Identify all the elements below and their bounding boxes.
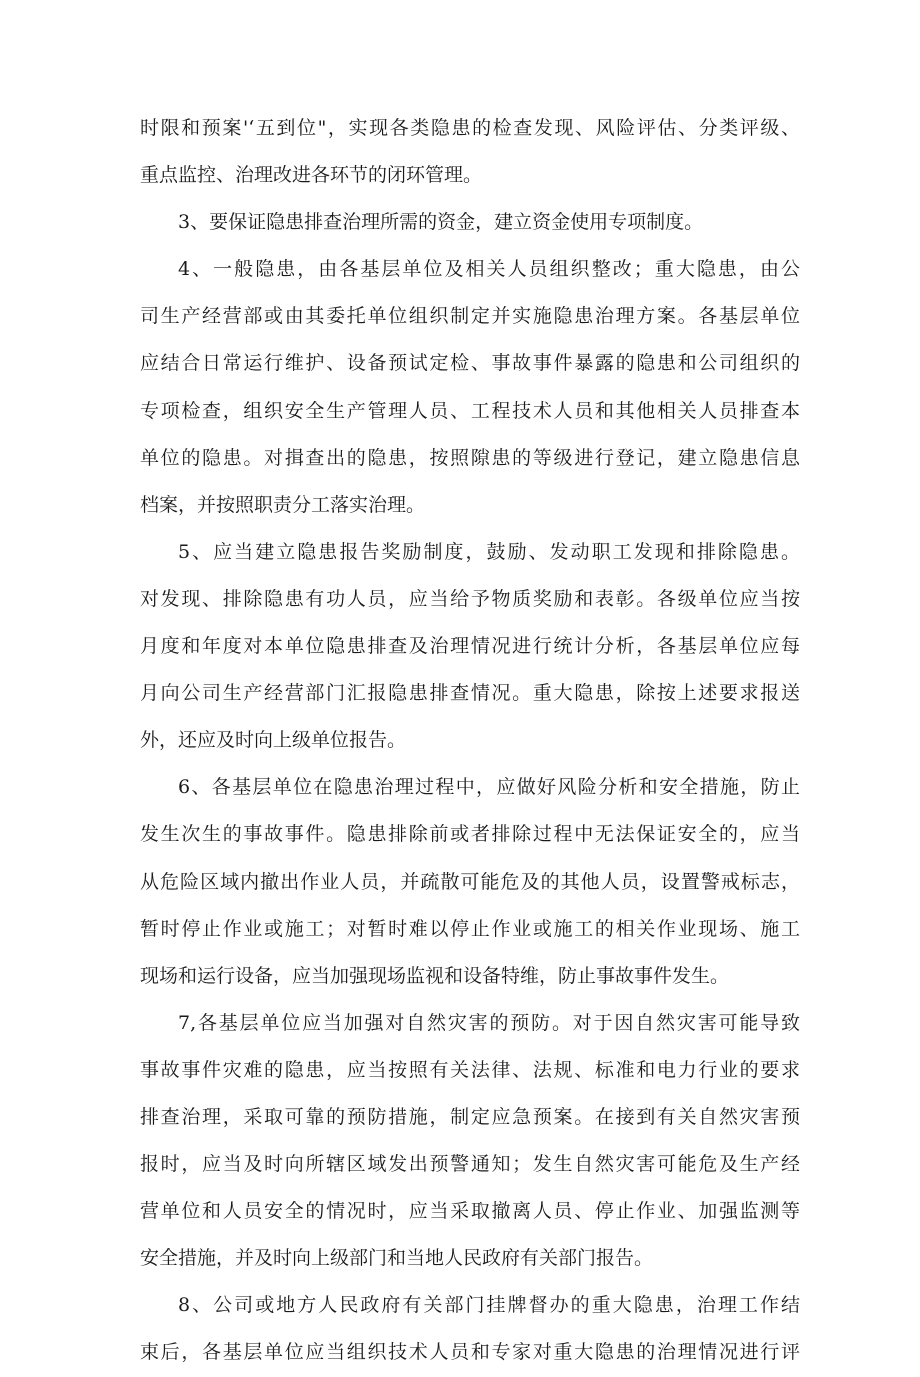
- text-line: 束后，各基层单位应当组织技术人员和专家对重大隐患的治理情况进行评: [140, 1341, 800, 1364]
- text-line: 对发现、排除隐患有功人员，应当给予物质奖励和表彰。各级单位应当按: [140, 587, 800, 610]
- paragraph-first-line: 3、要保证隐患排查治理所需的资金，建立资金使用专项制度。: [178, 211, 704, 234]
- text-line: 发生次生的事故事件。隐患排除前或者排除过程中无法保证安全的，应当: [140, 823, 800, 846]
- text-line: 事故事件灾难的隐患，应当按照有关法律、法规、标准和电力行业的要求: [140, 1058, 800, 1081]
- text-line: 现场和运行设备，应当加强现场监视和设备特维，防止事故事件发生。: [140, 964, 730, 987]
- text-line: 暂时停止作业或施工；对暂时难以停止作业或施工的相关作业现场、施工: [140, 917, 800, 940]
- text-line: 营单位和人员安全的情况时，应当采取撤离人员、停止作业、加强监测等: [140, 1200, 800, 1223]
- text-line: 司生产经营部或由其委托单位组织制定并实施隐患治理方案。各基层单位: [140, 305, 800, 328]
- paragraph-first-line: 7,各基层单位应当加强对自然灾害的预防。对于因自然灾害可能导致: [178, 1011, 800, 1034]
- text-line: 安全措施，并及时向上级部门和当地人民政府有关部门报告。: [140, 1247, 654, 1270]
- text-line: 报时，应当及时向所辖区域发出预警通知；发生自然灾害可能危及生产经: [140, 1153, 800, 1176]
- text-line: 单位的隐患。对揖查出的隐患，按照隙患的等级进行登记，建立隐患信息: [140, 446, 800, 469]
- text-line: 排查治理，采取可靠的预防措施，制定应急预案。在接到有关自然灾害预: [140, 1105, 800, 1128]
- paragraph-first-line: 4、一般隐患，由各基层单位及相关人员组织整改；重大隐患，由公: [178, 258, 800, 281]
- text-line: 月向公司生产经营部门汇报隐患排查情况。重大隐患，除按上述要求报送: [140, 682, 800, 705]
- paragraph-first-line: 6、各基层单位在隐患治理过程中，应做好风险分析和安全措施，防止: [178, 776, 800, 799]
- document-body: [140, 105, 800, 1377]
- text-line: 重点监控、治理改进各环节的闭环管理。: [140, 164, 483, 187]
- paragraph-first-line: 8、公司或地方人民政府有关部门挂牌督办的重大隐患，治理工作结: [178, 1294, 800, 1317]
- text-line: 外，还应及时向上级单位报告。: [140, 729, 407, 752]
- text-line: 月度和年度对本单位隐患排查及治理情况进行统计分析，各基层单位应每: [140, 635, 800, 658]
- text-line: 专项检查，组织安全生产管理人员、工程技术人员和其他相关人员排查本: [140, 399, 800, 422]
- text-line: 从危险区域内撤出作业人员，并疏散可能危及的其他人员，设置警戒标志，: [140, 870, 800, 893]
- text-line: 应结合日常运行维护、设备预试定检、事故事件暴露的隐患和公司组织的: [140, 352, 800, 375]
- paragraph-first-line: 5、应当建立隐患报告奖励制度，鼓励、发动职工发现和排除隐患。: [178, 540, 800, 563]
- text-line: 时限和预案'‘五到位"，实现各类隐患的检查发现、风险评估、分类评级、: [140, 117, 800, 139]
- text-line: 档案，并按照职责分工落实治理。: [140, 493, 426, 516]
